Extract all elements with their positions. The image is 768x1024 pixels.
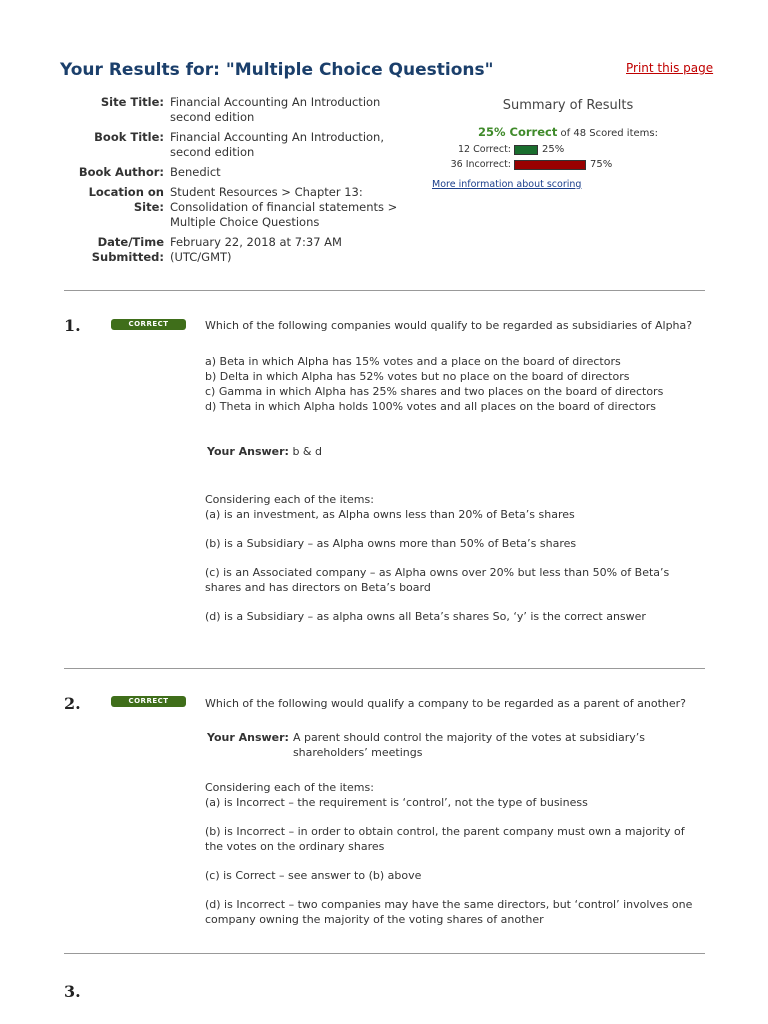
summary-title: Summary of Results (502, 98, 634, 113)
your-answer-value: A parent should control the majority of the votes at subsidiary’s shareholders’ meetings (292, 731, 646, 759)
meta-row-site-title (64, 95, 400, 125)
question-number: 2. (64, 694, 81, 713)
meta-value: Benedict (170, 165, 221, 179)
results-summary (420, 98, 716, 190)
your-answer-label: Your Answer: (207, 445, 289, 458)
feedback-item: (a) is Incorrect – the requirement is ‘control’, not the type of business (205, 796, 588, 809)
correct-badge: CORRECT (111, 319, 186, 330)
meta-label: Book Title: (94, 130, 164, 144)
feedback-item: (b) is a Subsidiary – as Alpha owns more than 50% of Beta’s shares (205, 537, 577, 550)
meta-row-location (64, 185, 400, 230)
meta-value: February 22, 2018 at 7:37 AM (UTC/GMT) (170, 235, 342, 264)
correct-badge: CORRECT (111, 696, 186, 707)
answer-options (205, 354, 705, 414)
correct-count-label: 12 Correct: (458, 144, 511, 155)
meta-label: Date/Time Submitted: (91, 235, 164, 264)
meta-label: Site Title: (100, 95, 164, 109)
feedback-item: (c) is Correct – see answer to (b) above (205, 869, 422, 882)
your-answer (205, 730, 705, 760)
your-answer-label: Your Answer: (207, 731, 289, 744)
meta-value: Financial Accounting An Introduction, second edition (170, 130, 384, 159)
correct-percent: 25% (542, 144, 565, 155)
meta-row-submitted (64, 235, 400, 265)
meta-row-book-title (64, 130, 400, 160)
meta-value: Student Resources > Chapter 13: Consolidation of financial statements > Multiple Choice Questions (170, 185, 398, 229)
divider (64, 953, 705, 954)
feedback (205, 492, 705, 624)
question-2 (205, 696, 705, 927)
your-answer-value: b & d (292, 445, 322, 458)
incorrect-count-label: 36 Incorrect: (450, 159, 511, 170)
print-page-link[interactable]: Print this page (626, 61, 714, 75)
question-text: Which of the following would qualify a company to be regarded as a parent of another? (205, 697, 687, 710)
your-answer (205, 444, 705, 459)
feedback (205, 780, 705, 927)
correct-bar-row (420, 142, 716, 157)
feedback-item: (d) is a Subsidiary – as alpha owns all Beta’s shares So, ‘y’ is the correct answer (205, 610, 646, 623)
incorrect-bar-row (420, 157, 716, 172)
scored-items-text: of 48 Scored items: (560, 128, 658, 139)
percent-correct: 25% Correct (478, 125, 558, 139)
feedback-item: (b) is Incorrect – in order to obtain control, the parent company must own a majority of the votes on the ordinary shares (205, 825, 685, 853)
question-number: 3. (64, 982, 81, 1001)
option-c: c) Gamma in which Alpha has 25% shares and two places on the board of directors (205, 385, 664, 398)
meta-value: Financial Accounting An Introduction second edition (170, 95, 381, 124)
question-number: 1. (64, 316, 81, 335)
meta-label: Book Author: (78, 165, 164, 179)
divider (64, 668, 705, 669)
feedback-intro: Considering each of the items: (205, 493, 374, 506)
question-text: Which of the following companies would qualify to be regarded as subsidiaries of Alpha? (205, 319, 693, 332)
submission-details (64, 95, 400, 270)
incorrect-percent: 75% (590, 159, 613, 170)
scoring-info-link[interactable]: More information about scoring (432, 179, 582, 190)
meta-row-book-author (64, 165, 400, 180)
divider (64, 290, 705, 291)
feedback-intro: Considering each of the items: (205, 781, 374, 794)
incorrect-bar (514, 160, 586, 170)
page-title: Your Results for: "Multiple Choice Questions" (60, 60, 494, 80)
correct-bar (514, 145, 538, 155)
feedback-item: (a) is an investment, as Alpha owns less than 20% of Beta’s shares (205, 508, 575, 521)
feedback-item: (c) is an Associated company – as Alpha owns over 20% but less than 50% of Beta’s shares and has directors on Beta’s board (205, 566, 670, 594)
option-a: a) Beta in which Alpha has 15% votes and a place on the board of directors (205, 355, 621, 368)
option-b: b) Delta in which Alpha has 52% votes but no place on the board of directors (205, 370, 630, 383)
feedback-item: (d) is Incorrect – two companies may have the same directors, but ‘control’ involves one company owning the majority of the voting shares of another (205, 898, 693, 926)
summary-percent-line (420, 125, 716, 139)
meta-label: Location on Site: (88, 185, 164, 214)
option-d: d) Theta in which Alpha holds 100% votes and all places on the board of directors (205, 400, 656, 413)
question-1 (205, 318, 705, 624)
